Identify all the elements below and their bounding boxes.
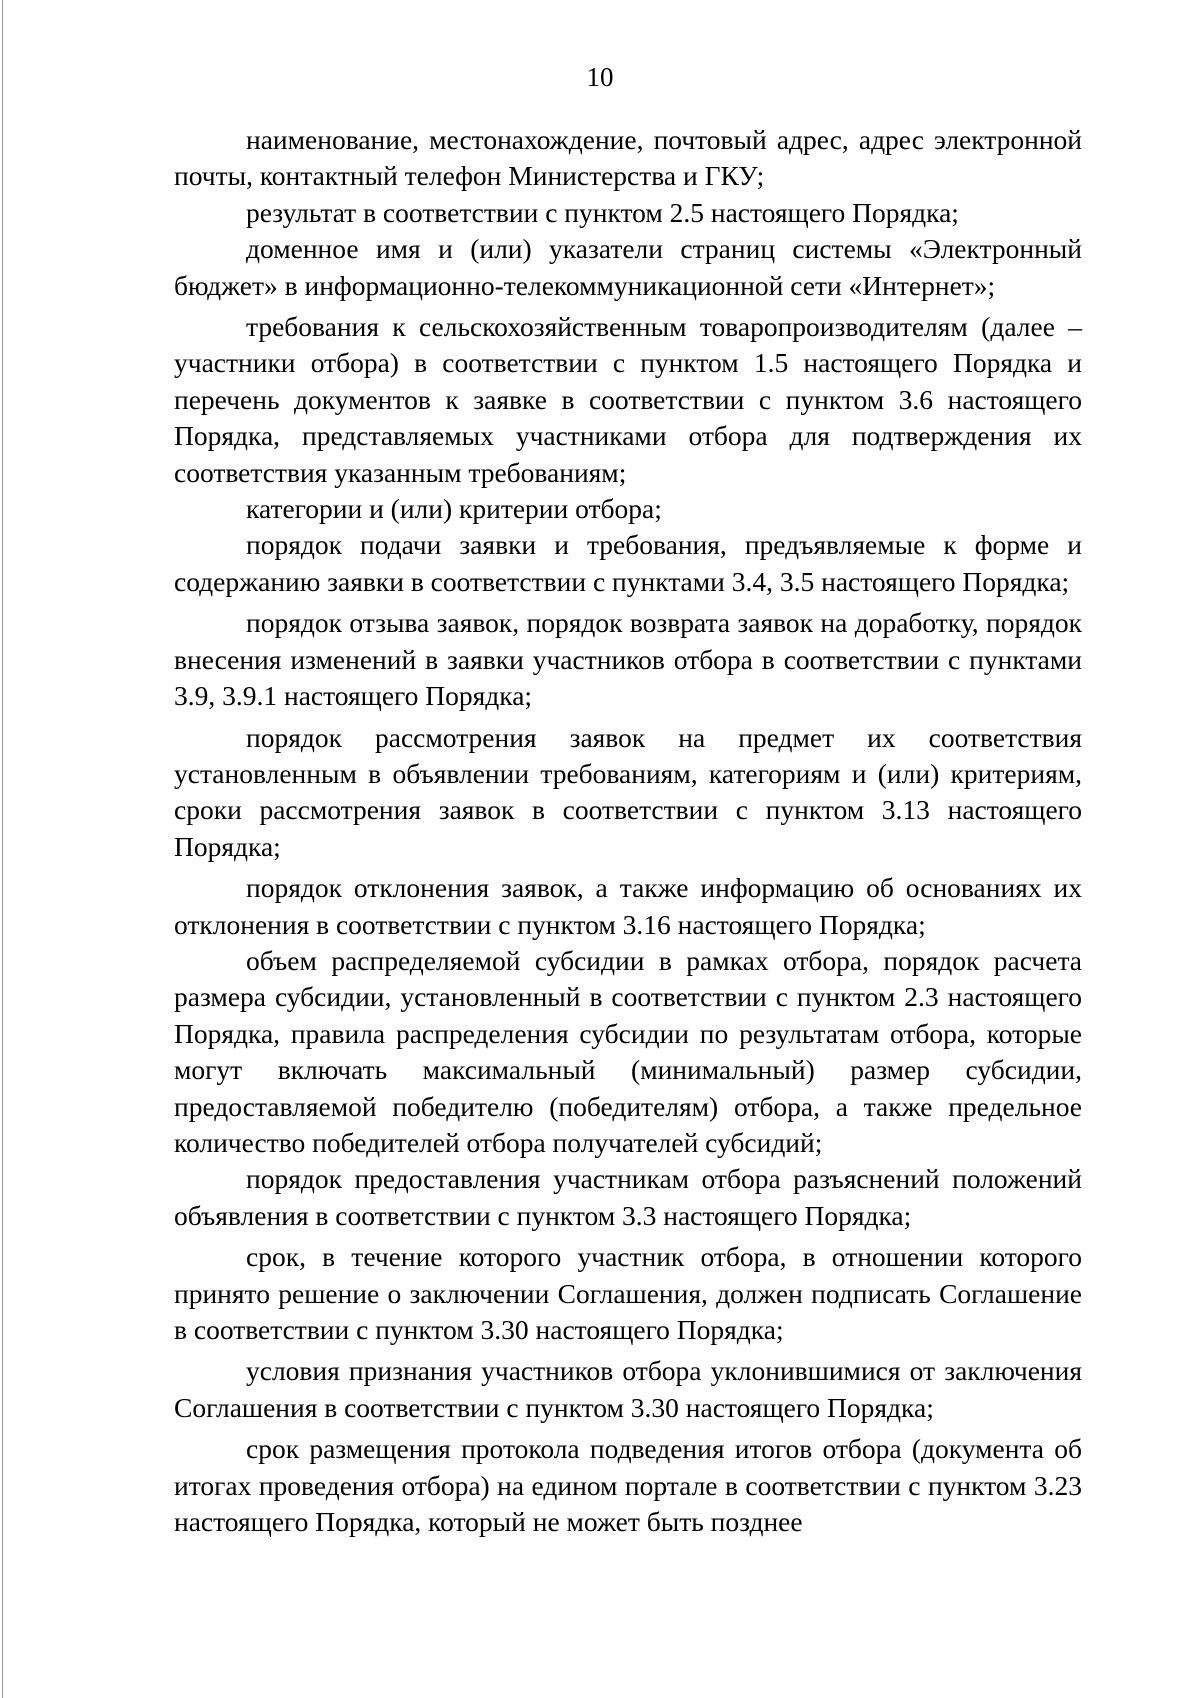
paragraph: категории и (или) критерии отбора; [246,493,662,525]
paragraph: наименование, местонахождение, почтовый адрес, адрес электронной почты, контактный телефон Министерства и ГКУ; [174,124,1082,192]
paragraph: объем распределяемой субсидии в рамках отбора, порядок расчета размера субсидии, установленный в соответствии с пунктом 2.3 настоящего Порядка, правила распределения субсидии по результатам отбора, которые могут включать максимальный (минимальный) размер субсидии, предоставляемой победителю (победителям) отбора, а также предельное количество победителей отбора получателей субсидий; [174,944,1082,1158]
paragraph: порядок рассмотрения заявок на предмет их соответствия установленным в объявлении требованиям, категориям и (или) критериям, сроки рассмотрения заявок в соответствии с пунктом 3.13 настоящего Порядка; [174,721,1082,862]
paragraph: порядок предоставления участникам отбора разъяснений положений объявления в соответствии с пунктом 3.3 настоящего Порядка; [174,1163,1082,1231]
paragraph: порядок отклонения заявок, а также информацию об основаниях их отклонения в соответствии с пунктом 3.16 настоящего Порядка; [174,872,1082,940]
paragraph: порядок отзыва заявок, порядок возврата заявок на доработку, порядок внесения изменений в заявки участников отбора в соответствии с пунктами 3.9, 3.9.1 настоящего Порядка; [174,607,1082,712]
paragraph: срок размещения протокола подведения итогов отбора (документа об итогах проведения отбора) на едином портале в соответствии с пунктом 3.23 настоящего Порядка, который не может быть позднее [174,1433,1082,1538]
paragraph: срок, в течение которого участник отбора, в отношении которого принято решение о заключении Соглашения, должен подписать Соглашение в соответствии с пунктом 3.30 настоящего Порядка; [174,1241,1082,1345]
paragraph: требования к сельскохозяйственным товаропроизводителям (далее – участники отбора) в соответствии с пунктом 1.5 настоящего Порядка и перечень документов к заявке в соответствии с пунктом 3.6 настоящего Порядка, представляемых участниками отбора для подтверждения их соответствия указанным требованиям; [174,311,1082,488]
paragraph: результат в соответствии с пунктом 2.5 настоящего Порядка; [246,196,959,228]
paragraph: порядок подачи заявки и требования, предъявляемые к форме и содержанию заявки в соответствии с пунктами 3.4, 3.5 настоящего Порядка; [174,529,1082,597]
document-body [174,122,1082,1540]
page-edge [2,0,3,1698]
paragraph: доменное имя и (или) указатели страниц системы «Электронный бюджет» в информационно-телекоммуникационной сети «Интернет»; [174,233,1082,301]
paragraph: условия признания участников отбора уклонившимися от заключения Соглашения в соответствии с пунктом 3.30 настоящего Порядка; [174,1355,1082,1423]
page-number: 10 [586,62,614,92]
